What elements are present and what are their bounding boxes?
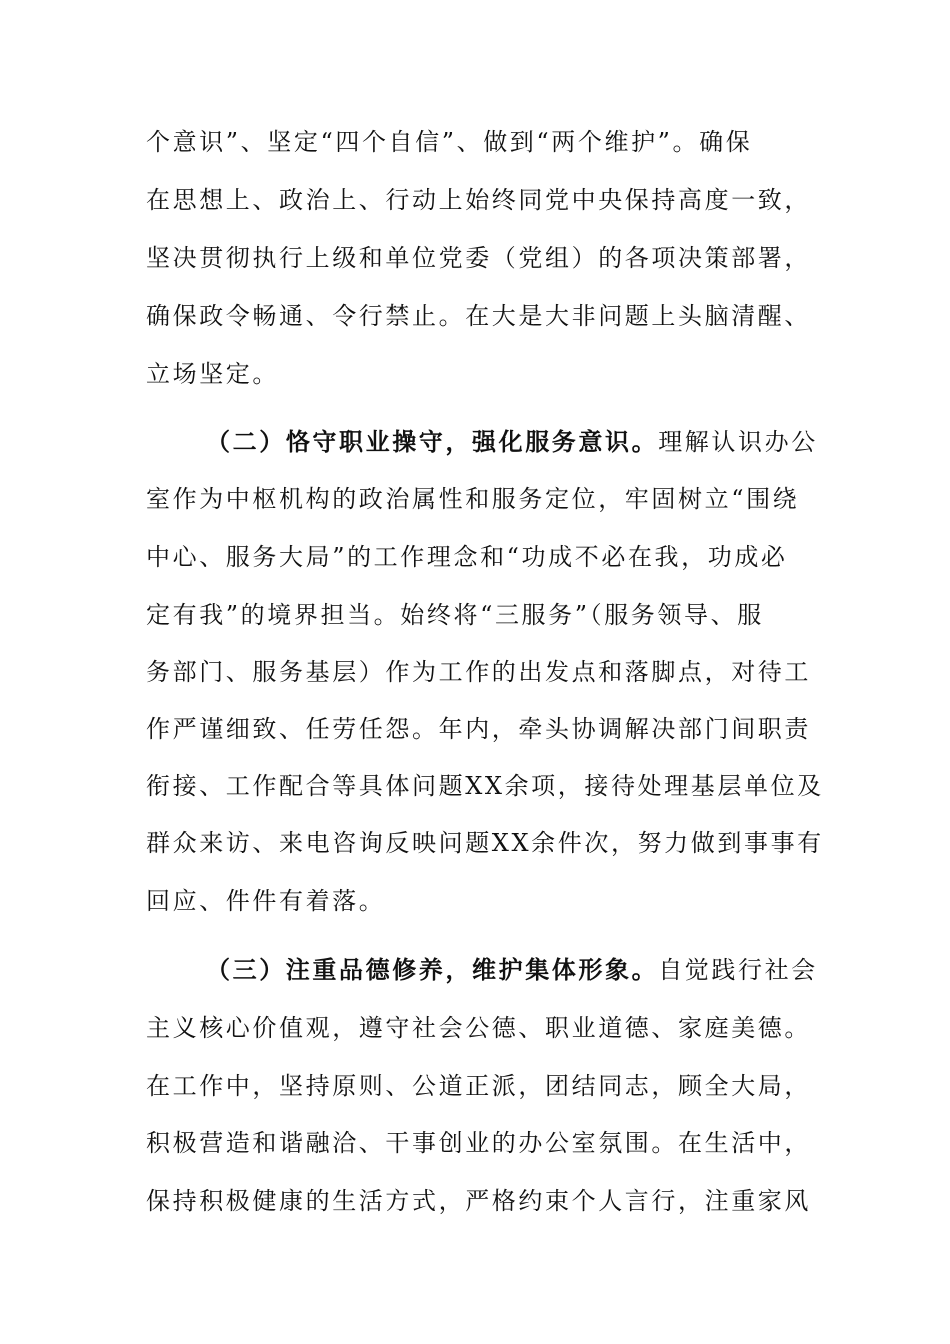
paragraph-2-line-5: 务部门、服务基层）作为工作的出发点和落脚点，对待工 [146,658,811,686]
paragraph-3-line-2: 主义核心价值观，遵守社会公德、职业道德、家庭美德。 [146,1014,811,1042]
paragraph-3-first-line [206,950,826,990]
paragraph-2-line-9: 回应、件件有着落。 [146,887,386,915]
paragraph-3-line-3: 在工作中，坚持原则、公道正派，团结同志，顾全大局， [146,1072,811,1100]
paragraph-2-first-line [206,422,826,462]
section-2-heading: （二）恪守职业操守，强化服务意识。 [206,427,659,456]
paragraph-2-line-1-rest: 理解认识办公 [658,428,818,456]
paragraph-2-line-3: 中心、服务大局”的工作理念和“功成不必在我，功成必 [146,543,788,571]
paragraph-2-line-7: 衔接、工作配合等具体问题XX余项，接待处理基层单位及 [146,772,824,800]
paragraph-3-line-5: 保持积极健康的生活方式，严格约束个人言行，注重家风 [146,1187,811,1215]
section-3-heading: （三）注重品德修养，维护集体形象。 [206,955,659,984]
paragraph-1-line-1: 个意识”、坚定“四个自信”、做到“两个维护”。确保 [146,128,753,156]
paragraph-2-line-8: 群众来访、来电咨询反映问题XX余件次，努力做到事事有 [146,829,824,857]
paragraph-2-line-6: 作严谨细致、任劳任怨。年内，牵头协调解决部门间职责 [146,715,811,743]
paragraph-2-line-2: 室作为中枢机构的政治属性和服务定位，牢固树立“围绕 [146,485,800,513]
paragraph-1-line-3: 坚决贯彻执行上级和单位党委（党组）的各项决策部署， [146,244,811,272]
paragraph-1-line-5: 立场坚定。 [146,360,279,388]
paragraph-3-line-4: 积极营造和谐融洽、干事创业的办公室氛围。在生活中， [146,1129,811,1157]
paragraph-1-line-4: 确保政令畅通、令行禁止。在大是大非问题上头脑清醒、 [146,302,811,330]
paragraph-2-line-4: 定有我”的境界担当。始终将“三服务”（服务领导、服 [146,601,764,629]
paragraph-3-line-1-rest: 自觉践行社会 [658,956,818,984]
paragraph-1-line-2: 在思想上、政治上、行动上始终同党中央保持高度一致， [146,186,811,214]
